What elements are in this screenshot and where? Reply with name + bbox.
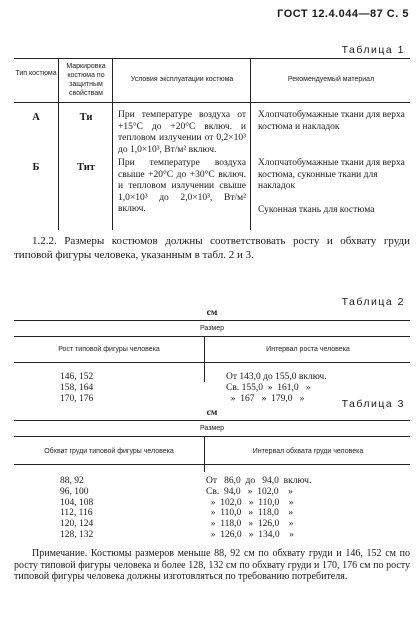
table1-col-mark: Маркировка костюма по защитным свойствам bbox=[66, 63, 106, 97]
table3-intervals: От 86,0 до 94,0 включ. Св. 94,0 » 102,0 » » 102,0 » 110,0 » » 110,0 » 118,0 » » 118,0 » 126,0 » » 126,0 » 134,0 » bbox=[206, 476, 312, 540]
table1-row-a-material: Хлопчатобумажные ткани для верха костюма и накладок bbox=[258, 110, 405, 132]
table1-col-type: Тип костюма bbox=[15, 70, 57, 77]
table3-vline bbox=[204, 436, 205, 472]
table2-col-right: Интервал роста человека bbox=[266, 346, 350, 353]
table2-vline bbox=[204, 336, 205, 382]
table3-col-right: Интервал обхвата груди человека bbox=[252, 448, 364, 455]
table1-caption: Таблица 1 bbox=[341, 44, 405, 56]
table1-vline-2 bbox=[112, 58, 113, 230]
table1-col-material: Рекомендуемый материал bbox=[287, 76, 375, 83]
table1-row-b-material2: Суконная ткань для костюма bbox=[258, 205, 375, 215]
table2-group-header: Размер bbox=[199, 325, 225, 332]
table1-row-b-type: Б bbox=[32, 162, 40, 173]
table2-mid-rule bbox=[14, 336, 410, 337]
note: Примечание. Костюмы размеров меньше 88, 92 см по обхвату груди и 146, 152 см по росту типовой фигуры человека и более 128, 132 см по обхвату груди и 170, 176 см по росту типовой фигуры человека должны изготовляться по требованию потребителя. bbox=[14, 548, 410, 582]
table3-top-rule bbox=[14, 420, 410, 421]
table2-top-rule bbox=[14, 320, 410, 321]
table1-row-a-type: А bbox=[32, 112, 40, 123]
table3-header-rule bbox=[14, 464, 410, 465]
table2-intervals: От 143,0 до 155,0 включ. Св. 155,0 » 161,0 » » 167 » 179,0 » bbox=[226, 372, 327, 404]
table2-caption: Таблица 2 bbox=[341, 296, 405, 308]
paragraph-1-2-2: 1.2.2. Размеры костюмов должны соответствовать росту и обхвату груди типовой фигуры человека, указанным в табл. 2 и 3. bbox=[14, 235, 410, 261]
table3-caption: Таблица 3 bbox=[341, 398, 405, 410]
table2-sizes: 146, 152 158, 164 170, 176 bbox=[60, 372, 94, 404]
table1-vline-1 bbox=[58, 58, 59, 230]
table1-row-b-material: Хлопчатобумажные ткани для верха костюма, суконные ткани для накладок bbox=[258, 158, 405, 191]
table1-vline-3 bbox=[250, 58, 251, 230]
table3-col-left: Обхват груди типовой фигуры человека bbox=[44, 448, 174, 455]
table2-header-rule bbox=[14, 362, 410, 363]
table3-unit: см bbox=[206, 408, 218, 418]
table3-group-header: Размер bbox=[199, 425, 225, 432]
page-header: ГОСТ 12.4.044—87 С. 5 bbox=[277, 8, 409, 20]
table1-col-conditions: Условия эксплуатации костюма bbox=[130, 76, 234, 83]
table3-sizes: 88, 92 96, 100 104, 108 112, 116 120, 124 128, 132 bbox=[60, 476, 94, 540]
table1-row-a-mark: Ти bbox=[79, 112, 93, 123]
table1-row-b-mark: Тит bbox=[77, 162, 95, 173]
table3-mid-rule bbox=[14, 436, 410, 437]
table1-top-rule bbox=[14, 58, 410, 59]
table1-row-a-conditions: При температуре воздуха от +15°С до +20°С включ. и тепловом излучении от 0,2×10³ до 1,0×10³, Вт/м² включ. bbox=[118, 110, 246, 155]
table2-unit: см bbox=[206, 308, 218, 318]
table2-col-left: Рост типовой фигуры человека bbox=[58, 346, 160, 353]
table1-header-rule bbox=[14, 102, 410, 103]
table1-row-b-conditions: При температуре воздуха свыше +20°С до +30°С включ. и тепловом излучении свыше 1,0×10³ до 2,0×10³, Вт/м² включ. bbox=[118, 158, 246, 214]
